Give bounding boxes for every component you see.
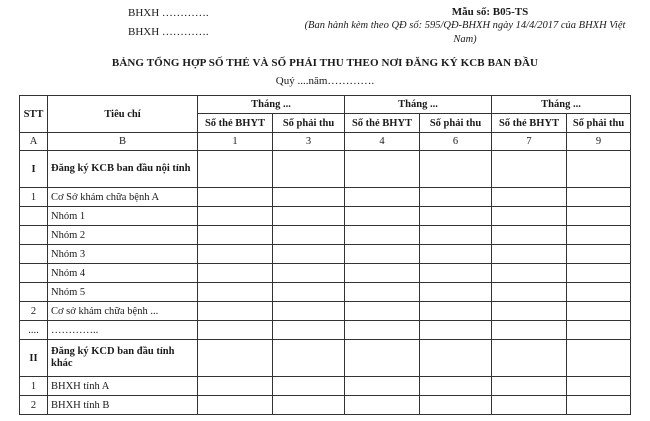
value-cell (567, 226, 631, 245)
form-code: Mẫu số: B05-TS (451, 6, 529, 18)
value-cell (198, 207, 273, 226)
value-cell (273, 188, 345, 207)
value-cell (273, 283, 345, 302)
row-stt: 1 (20, 377, 48, 396)
value-cell (567, 321, 631, 340)
sub-header-payable: Số phải thu (567, 114, 631, 133)
value-cell (567, 245, 631, 264)
sub-header-cards: Số thẻ BHYT (198, 114, 273, 133)
row-stt: .... (20, 321, 48, 340)
table-row (20, 302, 631, 321)
row-criteria: Nhóm 3 (48, 245, 198, 264)
value-cell (420, 264, 492, 283)
row-criteria: Nhóm 4 (48, 264, 198, 283)
value-cell (420, 151, 492, 188)
value-cell (198, 302, 273, 321)
value-cell (567, 396, 631, 415)
col-header-month-1: Tháng ... (198, 96, 345, 114)
value-cell (345, 188, 420, 207)
value-cell (273, 226, 345, 245)
value-cell (492, 396, 567, 415)
value-cell (198, 188, 273, 207)
row-criteria: Cơ sở khám chữa bệnh ... (48, 302, 198, 321)
header-row-months (20, 96, 631, 114)
row-stt (20, 207, 48, 226)
value-cell (198, 264, 273, 283)
value-cell (492, 226, 567, 245)
value-cell (345, 340, 420, 377)
value-cell (420, 188, 492, 207)
value-cell (492, 283, 567, 302)
value-cell (345, 264, 420, 283)
value-cell (567, 377, 631, 396)
value-cell (420, 245, 492, 264)
column-code: 6 (420, 133, 492, 151)
value-cell (345, 207, 420, 226)
table-row (20, 321, 631, 340)
column-code: 7 (492, 133, 567, 151)
value-cell (567, 340, 631, 377)
row-criteria: Đăng ký KCD ban đầu tỉnh khác (48, 340, 198, 377)
col-header-criteria: Tiêu chí (48, 96, 198, 133)
value-cell (198, 396, 273, 415)
column-code: 3 (273, 133, 345, 151)
table-row (20, 396, 631, 415)
col-header-month-2: Tháng ... (345, 96, 492, 114)
value-cell (492, 151, 567, 188)
value-cell (198, 151, 273, 188)
value-cell (273, 264, 345, 283)
value-cell (492, 264, 567, 283)
value-cell (345, 245, 420, 264)
row-criteria: BHXH tỉnh A (48, 377, 198, 396)
document-title: BẢNG TỔNG HỢP SỐ THẺ VÀ SỐ PHẢI THU THEO NƠI ĐĂNG KÝ KCB BAN ĐẦU (111, 57, 539, 69)
row-stt (20, 226, 48, 245)
row-criteria: Nhóm 1 (48, 207, 198, 226)
value-cell (567, 151, 631, 188)
value-cell (420, 302, 492, 321)
row-stt: 2 (20, 396, 48, 415)
row-stt (20, 264, 48, 283)
table-row (20, 340, 631, 377)
value-cell (420, 340, 492, 377)
column-code: A (20, 133, 48, 151)
row-stt: I (20, 151, 48, 188)
value-cell (198, 340, 273, 377)
value-cell (420, 226, 492, 245)
row-stt (20, 283, 48, 302)
table-row (20, 226, 631, 245)
table-row (20, 245, 631, 264)
value-cell (492, 340, 567, 377)
row-stt (20, 245, 48, 264)
row-criteria: BHXH tỉnh B (48, 396, 198, 415)
value-cell (420, 283, 492, 302)
col-header-month-3: Tháng ... (492, 96, 631, 114)
row-criteria: Nhóm 2 (48, 226, 198, 245)
value-cell (492, 245, 567, 264)
table-row (20, 283, 631, 302)
value-cell (198, 377, 273, 396)
value-cell (420, 321, 492, 340)
sub-header-payable: Số phải thu (420, 114, 492, 133)
value-cell (345, 396, 420, 415)
sub-header-cards: Số thẻ BHYT (345, 114, 420, 133)
row-criteria: Nhóm 5 (48, 283, 198, 302)
value-cell (567, 207, 631, 226)
value-cell (492, 302, 567, 321)
value-cell (198, 226, 273, 245)
summary-table (19, 95, 631, 415)
value-cell (198, 321, 273, 340)
table-row (20, 264, 631, 283)
table-row (20, 207, 631, 226)
value-cell (420, 207, 492, 226)
value-cell (273, 396, 345, 415)
row-criteria: Đăng ký KCB ban đầu nội tỉnh (48, 151, 198, 188)
column-code: 1 (198, 133, 273, 151)
value-cell (567, 283, 631, 302)
row-stt: II (20, 340, 48, 377)
row-stt: 1 (20, 188, 48, 207)
value-cell (345, 283, 420, 302)
sub-header-cards: Số thẻ BHYT (492, 114, 567, 133)
row-criteria: ………….. (48, 321, 198, 340)
value-cell (198, 283, 273, 302)
period-line: Quý ....năm…………. (275, 75, 375, 87)
sub-header-payable: Số phải thu (273, 114, 345, 133)
value-cell (492, 321, 567, 340)
table-row (20, 151, 631, 188)
value-cell (198, 245, 273, 264)
value-cell (345, 226, 420, 245)
agency-line-2: BHXH …………. (128, 26, 209, 38)
value-cell (492, 188, 567, 207)
column-code: 9 (567, 133, 631, 151)
column-code-row (20, 133, 631, 151)
value-cell (492, 377, 567, 396)
value-cell (345, 302, 420, 321)
value-cell (420, 396, 492, 415)
column-code: B (48, 133, 198, 151)
value-cell (273, 207, 345, 226)
column-code: 4 (345, 133, 420, 151)
row-criteria: Cơ Sở khám chữa bệnh A (48, 188, 198, 207)
value-cell (273, 377, 345, 396)
col-header-stt: STT (20, 96, 48, 133)
value-cell (273, 245, 345, 264)
row-stt: 2 (20, 302, 48, 321)
value-cell (345, 321, 420, 340)
value-cell (492, 207, 567, 226)
issued-by-note: (Ban hành kèm theo QĐ số: 595/QĐ-BHXH ngày 14/4/2017 của BHXH Việt Nam) (304, 20, 626, 45)
value-cell (273, 340, 345, 377)
table-row (20, 377, 631, 396)
value-cell (420, 377, 492, 396)
value-cell (567, 188, 631, 207)
value-cell (345, 377, 420, 396)
value-cell (273, 321, 345, 340)
value-cell (567, 302, 631, 321)
value-cell (273, 151, 345, 188)
value-cell (345, 151, 420, 188)
value-cell (567, 264, 631, 283)
value-cell (273, 302, 345, 321)
agency-line-1: BHXH …………. (128, 7, 209, 19)
table-row (20, 188, 631, 207)
